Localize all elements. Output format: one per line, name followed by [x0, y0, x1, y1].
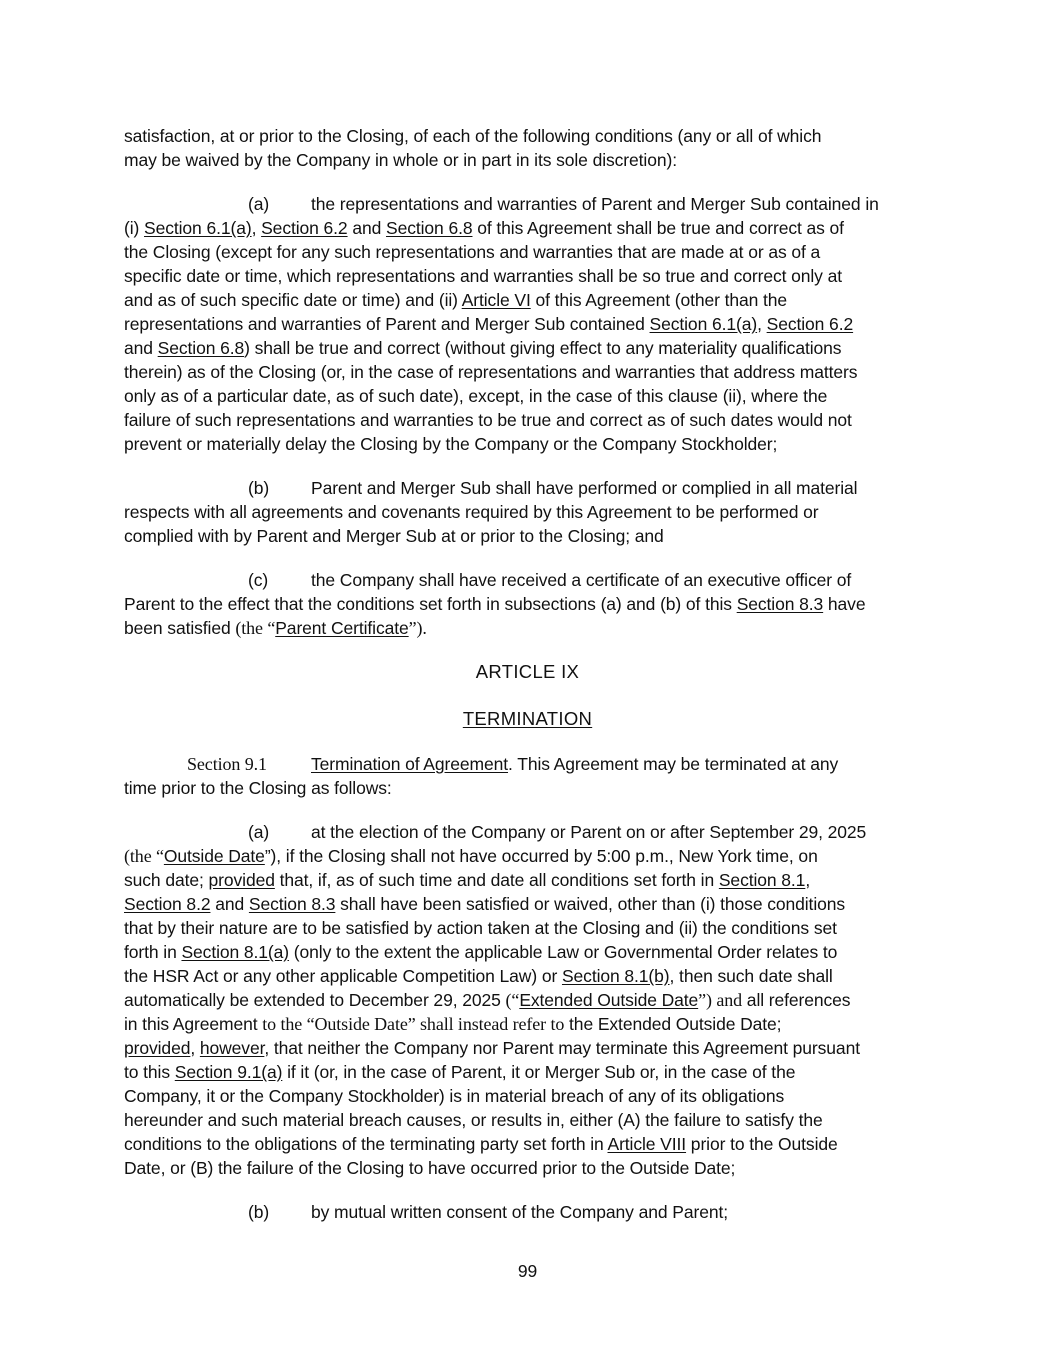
section-line-2: time prior to the Closing as follows:	[124, 778, 392, 798]
section-ref: Section 6.1(a)	[649, 314, 758, 334]
clause-b-line-3: complied with by Parent and Merger Sub at or prior to the Closing; and	[124, 526, 664, 546]
termination-a-line-8: automatically be extended to December 29, 2025 (“Extended Outside Date”) and all references	[124, 990, 851, 1010]
intro-line-2: may be waived by the Company in whole or in part in its sole discretion):	[124, 150, 677, 170]
clause-a-line-10: failure of such representations and warranties to be true and correct as of such dates would not	[124, 410, 852, 430]
clause-a-line-2: (i) Section 6.1(a), Section 6.2 and Section 6.8 of this Agreement shall be true and correct as of	[124, 218, 844, 238]
clause-a-line-3: the Closing (except for any such representations and warranties that are made at or as of a	[124, 242, 821, 262]
section-ref: Section 8.1(a)	[181, 942, 290, 962]
section-ref: Section 8.2	[124, 894, 211, 914]
section-ref: Section 6.8	[386, 218, 473, 238]
section-heading-line: Termination of Agreement. This Agreement may be terminated at any	[311, 754, 839, 774]
termination-a-line-10: provided, however, that neither the Company nor Parent may terminate this Agreement pursuant	[124, 1038, 860, 1058]
termination-a-line-13: hereunder and such material breach causes, or results in, either (A) the failure to satisfy the	[124, 1110, 823, 1130]
clause-a-line-1: the representations and warranties of Parent and Merger Sub contained in	[311, 194, 879, 214]
section-ref: Section 9.1(a)	[174, 1062, 283, 1082]
section-ref: Section 6.2	[261, 218, 348, 238]
termination-a-line-15: Date, or (B) the failure of the Closing to have occurred prior to the Outside Date;	[124, 1158, 736, 1178]
termination-a-line-11: to this Section 9.1(a) if it (or, in the case of Parent, it or Merger Sub or, in the case of the	[124, 1062, 796, 1082]
termination-a-line-3: such date; provided that, if, as of such time and date all conditions set forth in Section 8.1,	[124, 870, 811, 890]
termination-a-label: (a)	[248, 822, 270, 842]
termination-b-label: (b)	[248, 1202, 270, 1222]
article-ref: Article VIII	[607, 1134, 687, 1154]
clause-c-line-3: been satisfied (the “Parent Certificate”).	[124, 618, 427, 638]
proviso-term: provided	[124, 1038, 191, 1058]
termination-a-line-6: forth in Section 8.1(a) (only to the extent the applicable Law or Governmental Order relates to	[124, 942, 838, 962]
intro-line-1: satisfaction, at or prior to the Closing, of each of the following conditions (any or all of which	[124, 126, 822, 146]
section-ref: Section 8.3	[736, 594, 824, 614]
termination-a-line-14: conditions to the obligations of the terminating party set forth in Article VIII prior to the Outside	[124, 1134, 838, 1154]
termination-a-line-12: Company, it or the Company Stockholder) is in material breach of any of its obligations	[124, 1086, 785, 1106]
section-ref: Section 6.2	[766, 314, 854, 334]
section-ref: Section 8.1(b)	[561, 966, 670, 986]
section-ref: Section 8.3	[248, 894, 336, 914]
clause-c-label: (c)	[248, 570, 269, 590]
article-ref: Article VI	[461, 290, 531, 310]
section-number: Section 9.1	[187, 754, 267, 774]
termination-a-line-4: Section 8.2 and Section 8.3 shall have been satisfied or waived, other than (i) those conditions	[124, 894, 846, 914]
clause-a-line-5: and as of such specific date or time) and (ii) Article VI of this Agreement (other than the	[124, 290, 788, 310]
proviso-term: however	[199, 1038, 265, 1058]
clause-a-line-9: only as of a particular date, as of such date), except, in the case of this clause (ii), where the	[124, 386, 828, 406]
page-number: 99	[517, 1261, 538, 1281]
clause-b-label: (b)	[248, 478, 270, 498]
clause-a-line-11: prevent or materially delay the Closing by the Company or the Company Stockholder;	[124, 434, 778, 454]
article-number: ARTICLE IX	[475, 661, 580, 682]
article-title: TERMINATION	[462, 708, 593, 729]
termination-a-line-2: (the “Outside Date”), if the Closing shall not have occurred by 5:00 p.m., New York time, on	[124, 846, 818, 866]
clause-a-line-8: therein) as of the Closing (or, in the case of representations and warranties that address matters	[124, 362, 858, 382]
termination-a-line-9: in this Agreement to the “Outside Date” shall instead refer to the Extended Outside Date;	[124, 1014, 782, 1034]
section-title: Termination of Agreement	[311, 754, 509, 774]
section-ref: Section 6.8	[157, 338, 245, 358]
clause-b-line-1: Parent and Merger Sub shall have performed or complied in all material	[311, 478, 858, 498]
clause-c-line-1: the Company shall have received a certificate of an executive officer of	[311, 570, 852, 590]
section-ref: Section 8.1	[718, 870, 806, 890]
proviso-term: provided	[208, 870, 275, 890]
article-title-wrap	[0, 707, 1055, 731]
clause-a-line-4: specific date or time, which representations and warranties shall be so true and correct only at	[124, 266, 842, 286]
clause-c-line-2: Parent to the effect that the conditions set forth in subsections (a) and (b) of this Section 8.3 have	[124, 594, 866, 614]
section-ref: Section 6.1(a)	[144, 218, 252, 238]
termination-a-line-1: at the election of the Company or Parent on or after September 29, 2025	[311, 822, 867, 842]
defined-term: Outside Date	[163, 846, 265, 866]
clause-a-line-6: representations and warranties of Parent and Merger Sub contained Section 6.1(a), Section 6.2	[124, 314, 854, 334]
clause-b-line-2: respects with all agreements and covenants required by this Agreement to be performed or	[124, 502, 819, 522]
termination-a-line-7: the HSR Act or any other applicable Competition Law) or Section 8.1(b), then such date shall	[124, 966, 833, 986]
clause-a-label: (a)	[248, 194, 270, 214]
defined-term: Extended Outside Date	[519, 990, 699, 1010]
defined-term: Parent Certificate	[275, 618, 409, 638]
clause-a-line-7: and Section 6.8) shall be true and correct (without giving effect to any materiality qualifications	[124, 338, 842, 358]
termination-b-line-1: by mutual written consent of the Company and Parent;	[311, 1202, 728, 1222]
termination-a-line-5: that by their nature are to be satisfied by action taken at the Closing and (ii) the conditions set	[124, 918, 837, 938]
